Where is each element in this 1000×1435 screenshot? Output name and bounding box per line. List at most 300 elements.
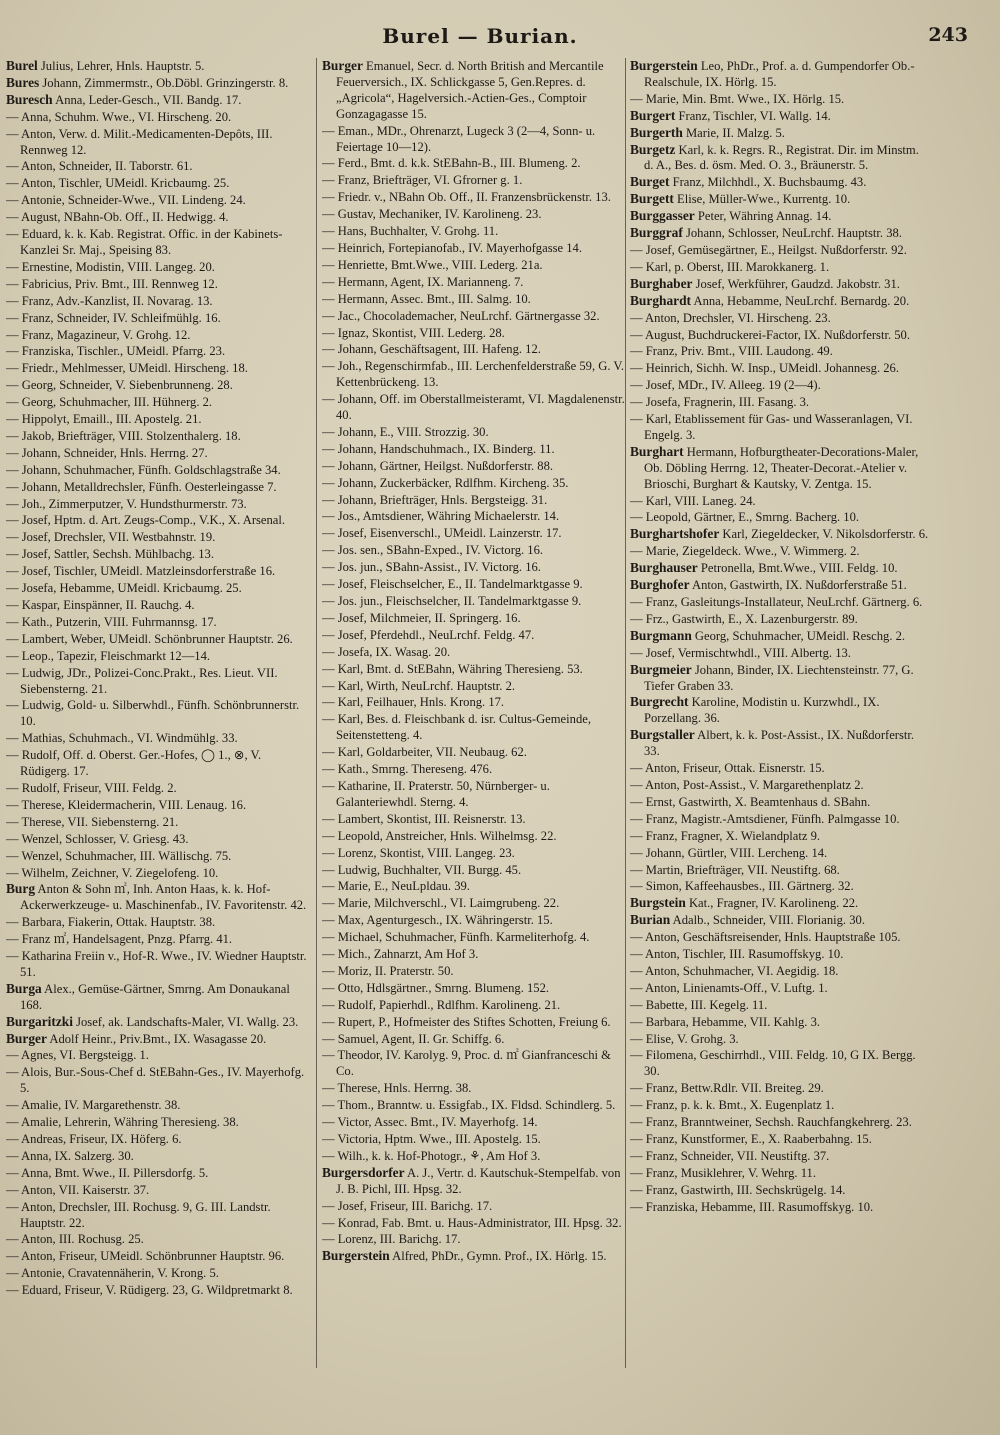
entry-text: — Josefa, Hebamme, UMeidl. Kricbaumg. 25.	[6, 581, 242, 596]
directory-entry	[6, 1182, 310, 1199]
directory-entry	[630, 794, 930, 811]
directory-entry	[6, 665, 310, 698]
entry-text: — Karl, Feilhauer, Hnls. Krong. 17.	[322, 695, 505, 710]
directory-entry	[6, 563, 310, 580]
directory-entry	[630, 208, 930, 225]
directory-entry	[6, 1097, 310, 1114]
entry-text: Karoline, Modistin u. Kurzwhdl., IX. Porzellang. 36.	[644, 695, 880, 726]
directory-entry	[322, 1080, 626, 1097]
directory-entry	[322, 358, 626, 391]
entry-text: — Anton, Tischler, UMeidl. Kricbaumg. 25.	[6, 176, 230, 191]
entry-text: — Johann, E., VIII. Strozzig. 30.	[322, 424, 489, 439]
entry-text: — Samuel, Agent, II. Gr. Schiffg. 6.	[322, 1031, 505, 1046]
directory-entry	[322, 492, 626, 509]
entry-text: — Wenzel, Schlosser, V. Griesg. 43.	[6, 831, 189, 846]
entry-text: — Moriz, II. Praterstr. 50.	[322, 963, 454, 978]
entry-text: Johann, Schlosser, NeuLrchf. Hauptstr. 38.	[682, 226, 902, 241]
entry-text: — Jos. jun., Fleischselcher, II. Tandelmarktgasse 9.	[322, 594, 582, 608]
entry-surname: Burgerstein	[322, 1248, 390, 1264]
entry-text: — Franz, p. k. k. Bmt., X. Eugenplatz 1.	[630, 1098, 835, 1113]
entry-text: — Therese, Hnls. Herrng. 38.	[322, 1081, 472, 1096]
directory-entry	[6, 865, 310, 882]
directory-entry	[6, 580, 310, 597]
entry-text: — Joh., Regenschirmfab., III. Lerchenfelderstraße 59, G. V. Kettenbrückeng. 13.	[322, 359, 625, 390]
entry-text: — Wilhelm, Zeichner, V. Ziegelofeng. 10.	[6, 865, 219, 880]
entry-text: — Anton, VII. Kaiserstr. 37.	[6, 1182, 150, 1197]
entry-text: — Josef, Friseur, III. Barichg. 17.	[322, 1198, 493, 1213]
directory-entry	[322, 644, 626, 661]
entry-surname: Burgert	[630, 107, 676, 123]
directory-entry	[630, 174, 930, 191]
directory-entry	[630, 760, 930, 777]
entry-surname: Burgstaller	[630, 727, 695, 743]
directory-entry	[630, 845, 930, 862]
entry-surname: Burian	[630, 912, 671, 928]
directory-entry	[630, 611, 930, 628]
directory-entry	[630, 862, 930, 879]
directory-entry	[6, 512, 310, 529]
entry-surname: Burghofer	[630, 577, 690, 593]
entry-text: — Friedr. v., NBahn Ob. Off., II. Franzensbrückenstr. 13.	[322, 190, 611, 205]
directory-entry	[6, 109, 310, 126]
entry-text: — Max, Agenturgesch., IX. Währingerstr. 15.	[322, 913, 553, 928]
directory-entry	[630, 577, 930, 594]
entry-text: — Franz, Magazineur, V. Grohg. 12.	[6, 327, 191, 342]
entry-text: — Jac., Chocolademacher, NeuLrchf. Gärtnergasse 32.	[322, 308, 600, 323]
entry-text: — Josef, Hptm. d. Art. Zeugs-Comp., V.K., X. Arsenal.	[6, 513, 286, 528]
directory-entry	[6, 1148, 310, 1165]
entry-text: — Anton, Friseur, UMeidl. Schönbrunner Hauptstr. 96.	[6, 1249, 285, 1264]
directory-entry	[6, 981, 310, 1014]
directory-entry	[322, 895, 626, 912]
directory-entry	[6, 1165, 310, 1182]
directory-entry	[630, 1014, 930, 1031]
directory-entry	[630, 259, 930, 276]
directory-entry	[322, 441, 626, 458]
directory-entry	[6, 445, 310, 462]
directory-entry	[6, 192, 310, 209]
directory-entry	[322, 1231, 626, 1248]
directory-entry	[322, 610, 626, 627]
entry-text: Peter, Währing Annag. 14.	[694, 209, 832, 224]
directory-entry	[322, 678, 626, 695]
entry-text: — August, NBahn-Ob. Off., II. Hedwigg. 4.	[6, 210, 229, 225]
directory-entry	[6, 327, 310, 344]
directory-entry	[6, 411, 310, 428]
directory-entry	[6, 377, 310, 394]
entry-text: — Konrad, Fab. Bmt. u. Haus-Administrator, III. Hpsg. 32.	[322, 1215, 622, 1230]
directory-entry	[630, 509, 930, 526]
entry-text: — Georg, Schuhmacher, III. Hühnerg. 2.	[6, 395, 213, 410]
entry-text: Alex., Gemüse-Gärtner, Smrng. Am Donaukanal 168.	[20, 981, 290, 1012]
directory-entry	[6, 597, 310, 614]
entry-text: — Frz., Gastwirth, E., X. Lazenburgerstr. 89.	[630, 611, 858, 626]
directory-entry	[322, 1097, 626, 1114]
directory-entry	[630, 662, 930, 695]
entry-text: — Hippolyt, Emaill., III. Apostelg. 21.	[6, 412, 202, 427]
directory-entry	[630, 1097, 930, 1114]
directory-entry	[630, 225, 930, 242]
entry-text: Hermann, Hofburgtheater-Decorations-Maler, Ob. Döbling Herrng. 12, Theater-Decorat.-Atelier v. Brioschi, Burghart & Kautsky, V. Zentga. 15.	[644, 444, 919, 491]
entry-text: — Franz, Kunstformer, E., X. Raaberbahng. 15.	[630, 1132, 872, 1146]
entry-text: Karl, k. k. Regrs. R., Registrat. Dir. im Minstm. d. A., Bes. d. ösm. Med. O. 3., Bräunerstr. 5.	[644, 142, 919, 173]
directory-entry	[322, 1131, 626, 1148]
directory-entry	[322, 627, 626, 644]
directory-entry	[630, 828, 930, 845]
entry-surname: Burghaber	[630, 275, 693, 291]
directory-entry	[630, 727, 930, 760]
entry-surname: Burggasser	[630, 208, 695, 224]
entry-text: — Franz, Gastwirth, III. Sechskrügelg. 14.	[630, 1182, 846, 1197]
entry-text: — Victoria, Hptm. Wwe., III. Apostelg. 15.	[322, 1132, 541, 1146]
directory-entry	[322, 593, 626, 610]
directory-entry	[630, 377, 930, 394]
entry-text: — Franz, Gasleitungs-Installateur, NeuLrchf. Gärtnerg. 6.	[630, 595, 923, 609]
entry-text: — Anna, Bmt. Wwe., II. Pillersdorfg. 5.	[6, 1165, 209, 1180]
directory-entry	[322, 123, 626, 156]
entry-surname: Burger	[322, 58, 363, 73]
entry-text: — Anton, Schneider, II. Taborstr. 61.	[6, 159, 193, 174]
entry-surname: Burel	[6, 58, 38, 73]
directory-entry	[630, 310, 930, 327]
entry-text: — Antonie, Cravatennäherin, V. Krong. 5.	[6, 1266, 219, 1281]
entry-text: — Karl, Goldarbeiter, VII. Neubaug. 62.	[322, 745, 527, 760]
entry-text: — Jos., Amtsdiener, Währing Michaelerstr. 14.	[322, 509, 560, 524]
entry-text: — Jos. jun., SBahn-Assist., IV. Victorg. 16.	[322, 560, 541, 575]
directory-entry	[630, 58, 930, 91]
entry-surname: Bures	[6, 74, 40, 90]
entry-text: — Karl, Bmt. d. StEBahn, Währing Theresieng. 53.	[322, 661, 583, 676]
entry-text: — Ernst, Gastwirth, X. Beamtenhaus d. SBahn.	[630, 794, 871, 809]
entry-text: — Victor, Assec. Bmt., IV. Mayerhofg. 14.	[322, 1115, 538, 1130]
directory-entry	[322, 274, 626, 291]
directory-entry	[322, 576, 626, 593]
directory-entry	[322, 223, 626, 240]
entry-text: — Anna, IX. Salzerg. 30.	[6, 1148, 134, 1163]
entry-text: — Marie, Min. Bmt. Wwe., IX. Hörlg. 15.	[630, 91, 845, 106]
directory-entry	[322, 206, 626, 223]
entry-text: — Thom., Branntw. u. Essigfab., IX. Fldsd. Schindlerg. 5.	[322, 1098, 616, 1113]
entry-text: — Therese, VII. Siebensterng. 21.	[6, 814, 179, 829]
directory-entry	[630, 895, 930, 912]
directory-entry	[630, 543, 930, 560]
entry-text: — Anton, Tischler, III. Rasumoffskyg. 10.	[630, 947, 844, 962]
entry-text: — Lambert, Weber, UMeidl. Schönbrunner Hauptstr. 26.	[6, 631, 293, 646]
entry-surname: Burgrecht	[630, 694, 689, 710]
entry-text: — Agnes, VI. Bergsteigg. 1.	[6, 1048, 149, 1063]
directory-entry	[6, 797, 310, 814]
entry-text: — Josef, MDr., IV. Alleeg. 19 (2—4).	[630, 378, 821, 393]
directory-entry	[630, 1165, 930, 1182]
entry-text: — Johann, Zuckerbäcker, Rdlfhm. Kircheng. 35.	[322, 475, 569, 490]
entry-text: — Antonie, Schneider-Wwe., VII. Lindeng. 24.	[6, 193, 246, 208]
directory-entry	[630, 963, 930, 980]
column-2	[322, 58, 626, 1388]
directory-entry	[322, 325, 626, 342]
entry-surname: Burggraf	[630, 225, 683, 241]
entry-text: Adalb., Schneider, VIII. Florianig. 30.	[670, 913, 865, 928]
entry-surname: Buresch	[6, 91, 53, 107]
entry-text: — Anton, Drechsler, III. Rochusg. 9, G. III. Landstr. Hauptstr. 22.	[6, 1199, 271, 1230]
entry-text: — Franz, Priv. Bmt., VIII. Laudong. 49.	[630, 344, 833, 359]
entry-surname: Burghauser	[630, 560, 698, 576]
directory-entry	[322, 240, 626, 257]
entry-text: Elise, Müller-Wwe., Kurrentg. 10.	[673, 192, 851, 207]
directory-entry	[630, 493, 930, 510]
entry-text: Adolf Heinr., Priv.Bmt., IX. Wasagasse 20.	[46, 1031, 267, 1046]
entry-text: — Anna, Schuhm. Wwe., VI. Hirscheng. 20.	[6, 109, 232, 124]
entry-text: — Katharina Freiin v., Hof-R. Wwe., IV. Wiedner Hauptstr. 51.	[6, 949, 307, 979]
directory-entry	[6, 1031, 310, 1048]
entry-text: Josef, ak. Landschafts-Maler, VI. Wallg. 23.	[72, 1014, 299, 1029]
entry-text: — Amalie, IV. Margarethenstr. 38.	[6, 1098, 181, 1113]
directory-entry	[6, 1114, 310, 1131]
entry-text: — Karl, Wirth, NeuLrchf. Hauptstr. 2.	[322, 678, 516, 693]
entry-text: — Franz, Briefträger, VI. Gfrorner g. 1.	[322, 173, 523, 188]
directory-entry	[322, 1165, 626, 1198]
directory-entry	[630, 327, 930, 344]
entry-text: — Joh., Zimmerputzer, V. Hundsthurmerstr. 73.	[6, 496, 247, 511]
entry-text: — Marie, Ziegeldeck. Wwe., V. Wimmerg. 2.	[630, 544, 860, 559]
entry-text: — Theodor, IV. Karolyg. 9, Proc. d. ㎡ Gianfranceschi & Co.	[322, 1048, 611, 1079]
entry-text: — Josef, Tischler, UMeidl. Matzleinsdorferstraße 16.	[6, 564, 276, 579]
column-3	[630, 58, 930, 1388]
entry-text: — Karl, p. Oberst, III. Marokkanerg. 1.	[630, 259, 830, 274]
entry-text: — Leop., Tapezir, Fleischmarkt 12—14.	[6, 648, 211, 663]
entry-text: — Otto, Hdlsgärtner., Smrng. Blumeng. 152.	[322, 980, 550, 995]
directory-entry	[630, 997, 930, 1014]
directory-entry	[6, 614, 310, 631]
directory-entry	[630, 946, 930, 963]
column-1	[6, 58, 310, 1388]
entry-text: — Mich., Zahnarzt, Am Hof 3.	[322, 947, 479, 962]
directory-entry	[322, 172, 626, 189]
column-divider	[316, 58, 317, 1368]
entry-text: Emanuel, Secr. d. North British and Mercantile Feuerversich., IX. Schlickgasse 5, Gen.Repres. d. „Agricola“, Hagelversich.-Actien-Ges., Comptoir Gonzagagasse 15.	[336, 59, 604, 121]
entry-text: — Heinrich, Fortepianofab., IV. Mayerhofgasse 14.	[322, 240, 582, 255]
entry-text: — Johann, Gürtler, VIII. Lercheng. 14.	[630, 845, 828, 860]
entry-surname: Burget	[630, 174, 670, 190]
directory-entry	[6, 814, 310, 831]
directory-entry	[630, 191, 930, 208]
entry-text: Anna, Leder-Gesch., VII. Bandg. 17.	[52, 92, 242, 107]
directory-entry	[322, 912, 626, 929]
entry-text: — Anton, Friseur, Ottak. Eisnerstr. 15.	[630, 761, 825, 776]
entry-surname: Burga	[6, 980, 42, 996]
entry-text: — Alois, Bur.-Sous-Chef d. StEBahn-Ges., IV. Mayerhofg. 5.	[6, 1065, 305, 1096]
entry-surname: Burgersdorfer	[322, 1164, 405, 1180]
entry-surname: Burg	[6, 881, 36, 897]
directory-entry	[630, 628, 930, 645]
entry-text: — Johann, Metalldrechsler, Fünfh. Oesterleingasse 7.	[6, 479, 277, 494]
directory-entry	[6, 1131, 310, 1148]
directory-entry	[6, 1047, 310, 1064]
entry-surname: Burghartshofer	[630, 526, 720, 542]
directory-entry	[322, 661, 626, 678]
entry-text: — Franz, Branntweiner, Sechsh. Rauchfangkehrerg. 23.	[630, 1115, 912, 1130]
page-title: Burel — Burian.	[382, 24, 578, 48]
entry-text: Josef, Werkführer, Gaudzd. Jakobstr. 31.	[692, 276, 900, 291]
entry-text: — Simon, Kaffeehausbes., III. Gärtnerg. 32.	[630, 879, 854, 894]
entry-text: — Rudolf, Off. d. Oberst. Ger.-Hofes, ◯ 1., ⊗, V. Rüdigerg. 17.	[6, 748, 262, 779]
directory-entry	[6, 158, 310, 175]
directory-entry	[322, 458, 626, 475]
directory-entry	[630, 560, 930, 577]
entry-text: — Franz ㎡, Handelsagent, Pnzg. Pfarrg. 41.	[6, 932, 233, 947]
entry-text: — Franz, Fragner, X. Wielandplatz 9.	[630, 828, 821, 843]
directory-entry	[630, 694, 930, 727]
directory-entry	[322, 475, 626, 492]
entry-text: — Gustav, Mechaniker, IV. Karolineng. 23.	[322, 207, 542, 222]
directory-entry	[6, 1231, 310, 1248]
entry-text: Johann, Zimmermstr., Ob.Döbl. Grinzingerstr. 8.	[39, 75, 289, 90]
directory-entry	[630, 142, 930, 175]
entry-text: — Hermann, Assec. Bmt., III. Salmg. 10.	[322, 291, 531, 306]
entry-text: — Johann, Off. im Oberstallmeisteramt, VI. Magdalenenstr. 40.	[322, 392, 625, 423]
directory-entry	[6, 529, 310, 546]
directory-entry	[322, 946, 626, 963]
entry-text: — Leopold, Anstreicher, Hnls. Wilhelmsg. 22.	[322, 828, 557, 843]
entry-text: — Karl, Etablissement für Gas- und Wasseranlagen, VI. Engelg. 3.	[630, 412, 913, 442]
entry-text: — Anton, Drechsler, VI. Hirscheng. 23.	[630, 310, 831, 325]
directory-entry	[322, 257, 626, 274]
entry-text: — Filomena, Geschirrhdl., VIII. Feldg. 10, G IX. Bergg. 30.	[630, 1048, 916, 1079]
entry-text: — Josef, Milchmeier, II. Springerg. 16.	[322, 610, 521, 625]
directory-entry	[6, 259, 310, 276]
directory-entry	[322, 391, 626, 424]
entry-surname: Burgerstein	[630, 58, 698, 73]
directory-entry	[6, 126, 310, 159]
entry-text: — Wilh., k. k. Hof-Photogr., ⚘, Am Hof 3.	[322, 1148, 541, 1163]
entry-text: — Karl, VIII. Laneg. 24.	[630, 493, 756, 508]
entry-text: — Franz, Musiklehrer, V. Wehrg. 11.	[630, 1165, 816, 1180]
directory-entry	[630, 777, 930, 794]
entry-surname: Burgerth	[630, 124, 683, 140]
directory-entry	[630, 980, 930, 997]
entry-text: — Kath., Putzerin, VIII. Fuhrmannsg. 17.	[6, 614, 217, 629]
directory-entry	[322, 341, 626, 358]
entry-text: — Anton, Linienamts-Off., V. Luftg. 1.	[630, 980, 828, 995]
directory-entry	[6, 394, 310, 411]
entry-text: — Heinrich, Sichh. W. Insp., UMeidl. Johannesg. 26.	[630, 361, 899, 376]
entry-text: — Leopold, Gärtner, E., Smrng. Bacherg. 10.	[630, 510, 860, 525]
directory-entry	[322, 424, 626, 441]
entry-text: — Therese, Kleidermacherin, VIII. Lenaug. 16.	[6, 797, 247, 812]
entry-text: Leo, PhDr., Prof. a. d. Gumpendorfer Ob.-Realschule, IX. Hörlg. 15.	[644, 59, 915, 89]
directory-entry	[6, 75, 310, 92]
directory-entry	[630, 1114, 930, 1131]
directory-entry	[322, 1031, 626, 1048]
entry-text: — Johann, Gärtner, Heilgst. Nußdorferstr. 88.	[322, 458, 554, 473]
entry-text: Anna, Hebamme, NeuLrchf. Bernardg. 20.	[691, 293, 910, 308]
entry-text: Marie, II. Malzg. 5.	[682, 125, 785, 140]
directory-entry	[630, 645, 930, 662]
entry-text: — Franziska, Hebamme, III. Rasumoffskyg. 10.	[630, 1199, 874, 1214]
directory-entry	[630, 1080, 930, 1097]
entry-text: — Kaspar, Einspänner, II. Rauchg. 4.	[6, 598, 195, 612]
directory-entry	[630, 1199, 930, 1216]
entry-text: Albert, k. k. Post-Assist., IX. Nußdorferstr. 33.	[644, 728, 915, 759]
entry-text: — Ernestine, Modistin, VIII. Langeg. 20.	[6, 259, 215, 274]
directory-entry	[630, 1047, 930, 1080]
directory-entry	[630, 293, 930, 310]
directory-entry	[630, 878, 930, 895]
entry-text: — Barbara, Hebamme, VII. Kahlg. 3.	[630, 1014, 821, 1029]
entry-surname: Burger	[6, 1030, 47, 1046]
directory-entry	[322, 1148, 626, 1165]
directory-entry	[322, 525, 626, 542]
directory-entry	[6, 848, 310, 865]
directory-entry	[6, 58, 310, 75]
entry-text: — Josef, Pferdehdl., NeuLrchf. Feldg. 47.	[322, 627, 535, 642]
entry-text: — Kath., Smrng. Thereseng. 476.	[322, 762, 493, 777]
directory-entry	[6, 931, 310, 948]
directory-entry	[322, 1198, 626, 1215]
directory-entry	[6, 462, 310, 479]
entry-text: Julius, Lehrer, Hnls. Hauptstr. 5.	[37, 59, 205, 73]
entry-text: — Franz, Schneider, IV. Schleifmühlg. 16.	[6, 310, 221, 325]
entry-text: — Josefa, IX. Wasag. 20.	[322, 644, 451, 659]
directory-entry	[322, 1114, 626, 1131]
entry-text: A. J., Vertr. d. Kautschuk-Stempelfab. von J. B. Pichl, III. Hpsg. 32.	[336, 1165, 621, 1196]
entry-text: — Barbara, Fiakerin, Ottak. Hauptstr. 38.	[6, 915, 216, 930]
entry-surname: Burgmann	[630, 627, 692, 643]
directory-entry	[630, 360, 930, 377]
entry-text: — Franz, Bettw.Rdlr. VII. Breiteg. 29.	[630, 1081, 824, 1096]
directory-entry	[630, 929, 930, 946]
entry-text: — Mathias, Schuhmach., VI. Windmühlg. 33.	[6, 731, 238, 746]
entry-text: — Josef, Sattler, Sechsh. Mühlbachg. 13.	[6, 547, 214, 562]
directory-entry	[322, 828, 626, 845]
directory-entry	[630, 276, 930, 293]
directory-entry	[6, 648, 310, 665]
entry-text: — Friedr., Mehlmesser, UMeidl. Hirscheng. 18.	[6, 361, 248, 376]
directory-entry	[322, 929, 626, 946]
directory-entry	[322, 744, 626, 761]
directory-entry	[630, 394, 930, 411]
page-number: 243	[928, 24, 968, 46]
directory-entry	[630, 594, 930, 611]
directory-entry	[6, 496, 310, 513]
entry-text: — Rudolf, Papierhdl., Rdlfhm. Karolineng. 21.	[322, 997, 561, 1012]
entry-text: — Franz, Schneider, VII. Neustiftg. 37.	[630, 1148, 830, 1163]
directory-entry	[6, 948, 310, 981]
directory-entry	[6, 747, 310, 780]
entry-text: — Hans, Buchhalter, V. Grohg. 11.	[322, 224, 499, 239]
entry-text: — Johann, Schuhmacher, Fünfh. Goldschlagstraße 34.	[6, 462, 281, 477]
entry-text: — Amalie, Lehrerin, Währing Theresieng. 38.	[6, 1115, 239, 1130]
entry-text: — Franz, Magistr.-Amtsdiener, Fünfh. Palmgasse 10.	[630, 811, 900, 826]
directory-entry	[6, 730, 310, 747]
directory-entry	[630, 91, 930, 108]
directory-entry	[6, 631, 310, 648]
entry-text: — Jakob, Briefträger, VIII. Stolzenthalerg. 18.	[6, 428, 241, 443]
directory-entry	[6, 697, 310, 730]
entry-surname: Burgett	[630, 191, 674, 207]
entry-text: — Josef, Drechsler, VII. Westbahnstr. 19.	[6, 530, 216, 545]
directory-entry	[6, 831, 310, 848]
entry-text: Petronella, Bmt.Wwe., VIII. Feldg. 10.	[697, 561, 898, 576]
directory-entry	[6, 343, 310, 360]
directory-entry	[6, 226, 310, 259]
directory-entry	[6, 546, 310, 563]
directory-entry	[630, 1031, 930, 1048]
directory-entry	[6, 360, 310, 377]
directory-entry	[6, 881, 310, 914]
directory-entry	[6, 1248, 310, 1265]
entry-surname: Burghart	[630, 443, 684, 459]
entry-text: — Lambert, Skontist, III. Reisnerstr. 13.	[322, 811, 526, 826]
